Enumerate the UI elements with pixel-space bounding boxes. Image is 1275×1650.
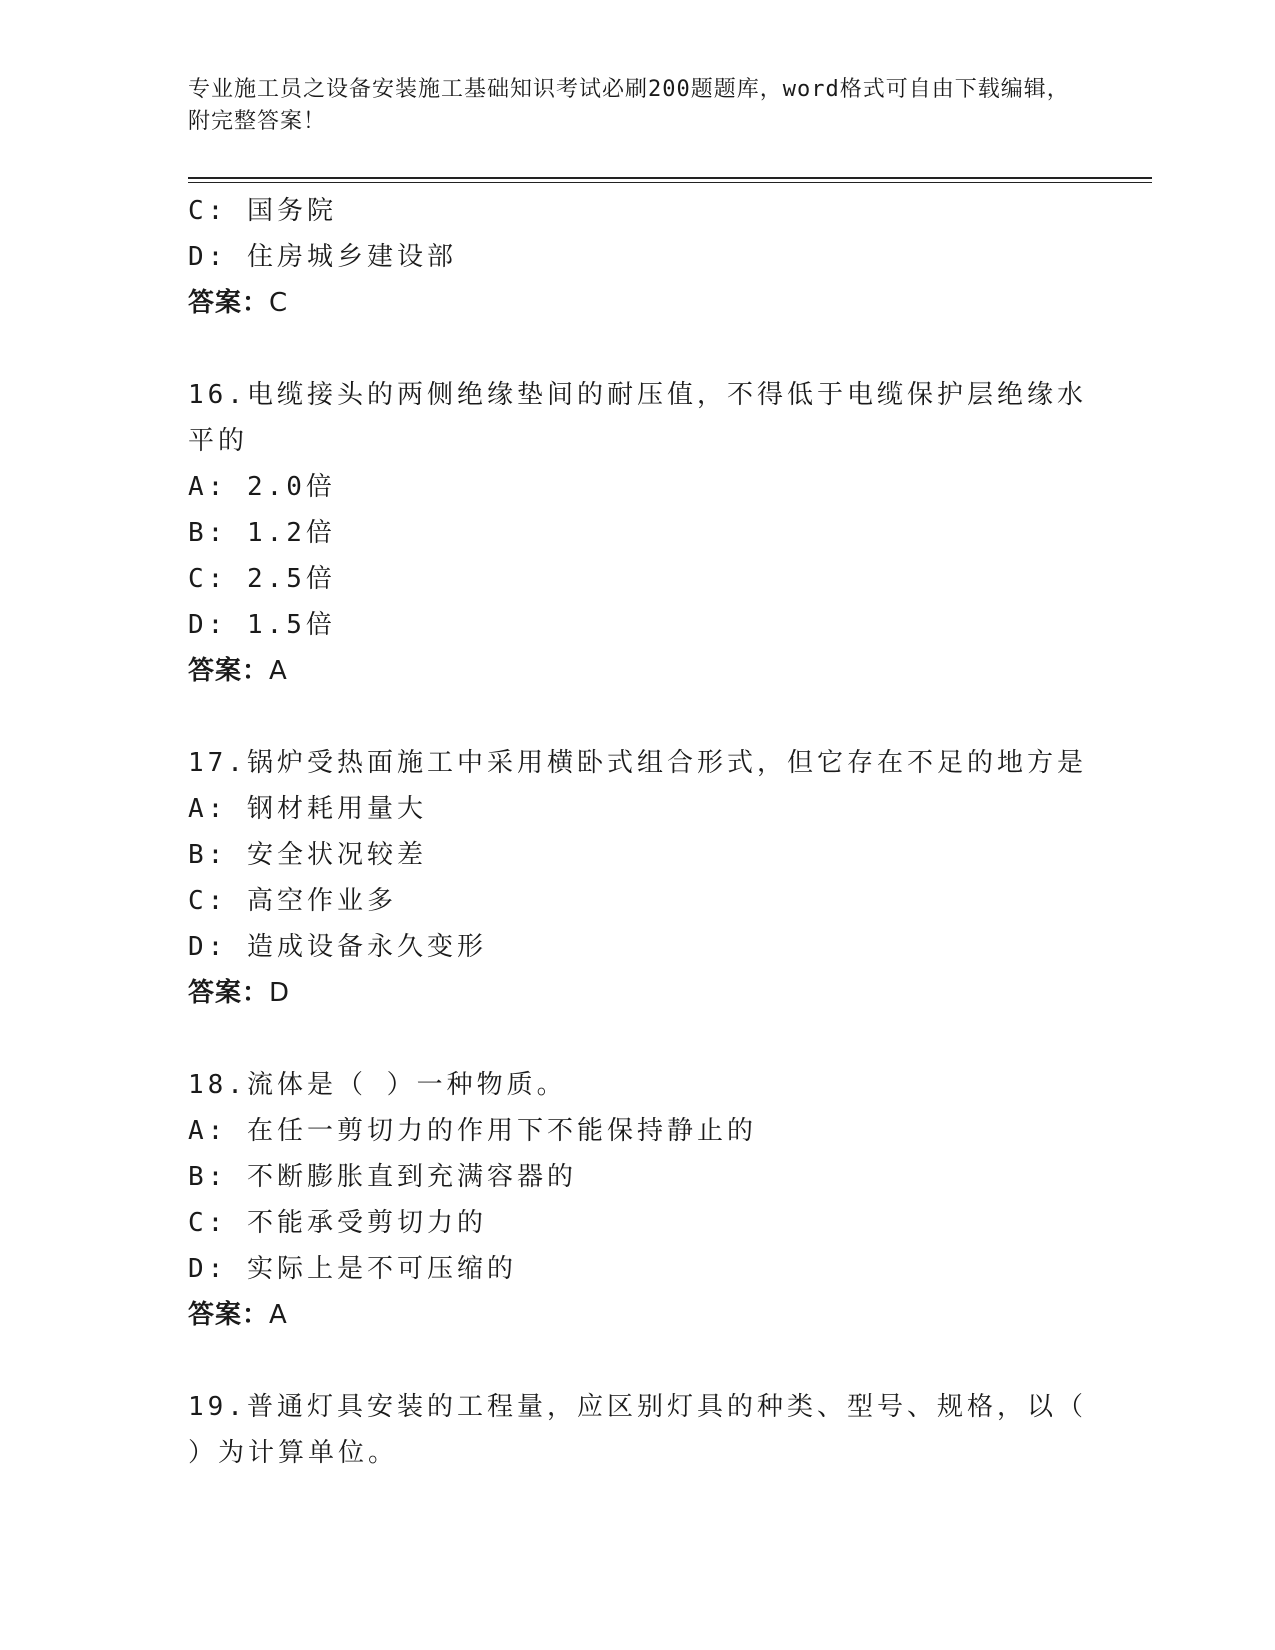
question-text: 19.普通灯具安装的工程量，应区别灯具的种类、型号、规格，以（ ）为计算单位。 <box>188 1392 1087 1468</box>
question-block-16 <box>188 372 1088 694</box>
question-block-17 <box>188 740 1088 1016</box>
option-c: C: 国务院 <box>188 196 337 226</box>
question-text: 18.流体是（ ）一种物质。 <box>188 1070 567 1100</box>
answer-label: 答案： <box>188 978 270 1008</box>
question-block-15 <box>188 188 1088 326</box>
option-c: C: 不能承受剪切力的 <box>188 1208 487 1238</box>
question-text: 16.电缆接头的两侧绝缘垫间的耐压值，不得低于电缆保护层绝缘水平的 <box>188 380 1087 456</box>
option-d: D: 造成设备永久变形 <box>188 932 487 962</box>
option-d: D: 实际上是不可压缩的 <box>188 1254 517 1284</box>
document-header: 专业施工员之设备安装施工基础知识考试必刷200题题库，word格式可自由下载编辑，附完整答案！ <box>188 77 1070 134</box>
header-divider-thick <box>188 177 1152 179</box>
question-block-18 <box>188 1062 1088 1338</box>
option-c: C: 高空作业多 <box>188 886 397 916</box>
answer-line <box>188 1292 1088 1338</box>
answer-value: A <box>269 1300 288 1330</box>
answer-label: 答案： <box>188 288 270 318</box>
answer-line <box>188 648 1088 694</box>
option-d: D: 1.5倍 <box>188 610 336 640</box>
option-b: B: 1.2倍 <box>188 518 336 548</box>
answer-label: 答案： <box>188 656 270 686</box>
option-a: A: 钢材耗用量大 <box>188 794 427 824</box>
question-list <box>188 188 1088 1476</box>
answer-line <box>188 280 1088 326</box>
header-divider-thin <box>188 182 1152 183</box>
answer-line <box>188 970 1088 1016</box>
answer-value: C <box>269 288 289 318</box>
answer-value: A <box>269 656 288 686</box>
option-d: D: 住房城乡建设部 <box>188 242 457 272</box>
answer-label: 答案： <box>188 1300 270 1330</box>
option-b: B: 安全状况较差 <box>188 840 427 870</box>
option-a: A: 在任一剪切力的作用下不能保持静止的 <box>188 1116 757 1146</box>
option-a: A: 2.0倍 <box>188 472 336 502</box>
option-b: B: 不断膨胀直到充满容器的 <box>188 1162 577 1192</box>
question-block-19 <box>188 1384 1088 1476</box>
option-c: C: 2.5倍 <box>188 564 336 594</box>
answer-value: D <box>269 978 291 1008</box>
question-text: 17.锅炉受热面施工中采用横卧式组合形式，但它存在不足的地方是 <box>188 748 1087 778</box>
